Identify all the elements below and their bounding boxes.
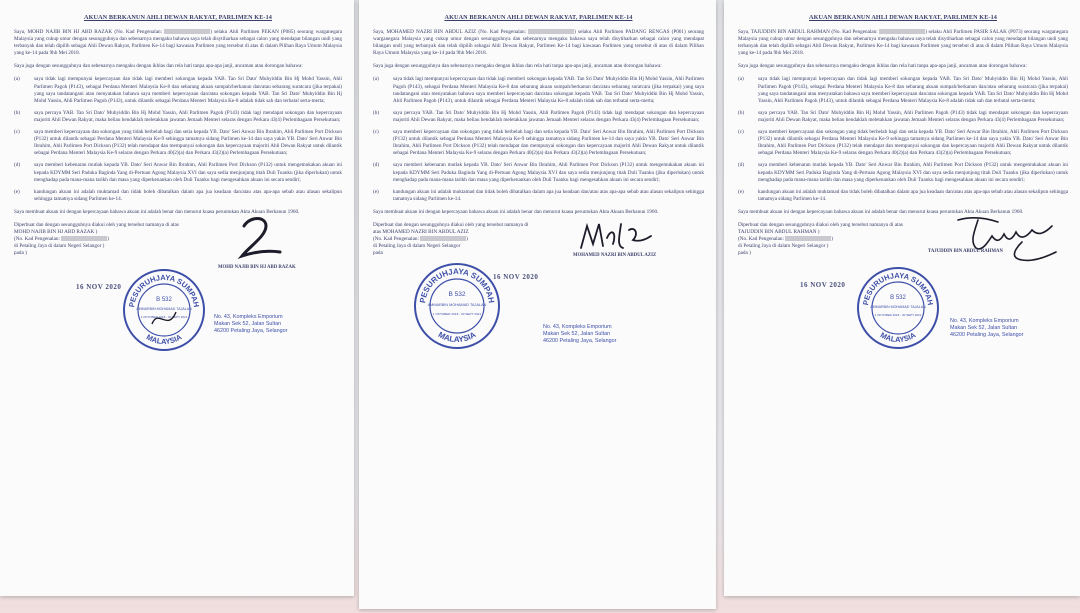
item-text: saya memberi kepercayaan dan sokongan yang tidak berbelah bagi dan setia kepada YB. Dato' Seri Anwar Bin Ibrahim, Ahli Parlimen Port Dickson (P132) untuk dilantik sebagai Perdana Menteri Malaysia Ke-9 sehingga tamatnya sidang Parlimen ke-14 dan saya yakin YB. Dato' Seri Anwar Bin Ibrahim, Ahli Parlimen Port Dickson (P132) telah mendapat dan mempunyai sokongan dan kepercayaan majoriti Ahli Dewan Rakyat untuk dilantik sebagai Perdana Menteri Malaysia Ke-9 selaras dengan Perkara 40(2)(a) dan Perkara 43(2)(a) Perlembagaan Persekutuan; — [34, 129, 342, 157]
list-item — [738, 162, 1068, 183]
closing-paragraph: Saya membuat akuan ini dengan kepercayaan bahawa akuan ini adalah benar dan menurut kuasa peruntukan Akta Akuan Berkanun 1960. — [14, 208, 300, 215]
list-item — [14, 189, 342, 203]
attestation-line: (No. Kad Pengenalan: ) — [738, 236, 833, 243]
list-item — [373, 189, 704, 203]
list-item — [738, 110, 1068, 124]
item-text: kandungan akuan ini adalah muktamad dan tidak boleh dibatalkan dalam apa jua keadaan dan/atau atas apa-apa sebab atau alasan sekalipun sehingga tamatnya sidang Parlimen ke-14. — [393, 188, 704, 202]
commissioner-address: No. 43, Kompleks Emporium Makan Sek 52, Jalan Sultan 46200 Petaling Jaya, Selangor — [543, 323, 617, 344]
commissioner-stamp — [856, 266, 940, 350]
intro-text-b: ) selaku Ahli Parlimen PEKAN (P085) seorang warganegara Malaysia yang cukup umur dengan sesungguhnya dan sebenarnya mengaku bahawa saya telah disytiharkan sebagai calon yang mendapat bilangan undi yang terbanyak dan telah dipilih sebagai Ahli Dewan Rakyat, Parlimen Ke-14 bagi kawasan Parlimen yang tersebut di atas di dalam Pilihan Raya Umum Malaysia yang ke-14 pada 9hb Mei 2018. — [14, 29, 342, 57]
item-label: (b) — [373, 109, 380, 116]
list-item — [14, 76, 342, 104]
attestation-block — [14, 222, 342, 362]
date-stamp: 16 NOV 2020 — [493, 272, 539, 281]
list-item — [14, 162, 342, 183]
statutory-declaration-3 — [724, 0, 1080, 596]
redacted-ic-number — [785, 236, 831, 241]
item-text: saya memberi kebenaran mutlak kepada YB. Dato' Seri Anwar Bin Ibrahim, Ahli Parlimen Port Dickson (P132) untuk mengemukakan akuan ini kepada KDYMM Seri Paduka Baginda Yang di-Pertuan Agong Malaysia XVI dan saya sedia menjunjung titah Duli Tuanku (jika diperlukan) untuk menghadap pada mana-mana tarikh dan masa yang diperkenankan oleh Duli Tuanku bagi mengesahkan akuan ini secara sendiri; — [393, 162, 704, 183]
commissioner-address: No. 43, Kompleks Emporium Makan Sek 52, Jalan Sultan 46200 Petaling Jaya, Selangor — [214, 313, 288, 334]
redacted-ic-number — [879, 29, 925, 34]
item-label: (d) — [14, 162, 21, 169]
intro-paragraph — [738, 29, 1068, 57]
intro-text-a: Saya, TAJUDDIN BIN ABDUL RAHMAN (No. Kad Pengenalan: — [738, 29, 878, 35]
document-title: AKUAN BERKANUN AHLI DEWAN RAKYAT, PARLIMEN KE-14 — [84, 14, 272, 21]
attestation-line: Diperbuat dan dengan sesungguhnya diakui oleh yang tersebut namanya di atas TAJUDDIN BIN ABDUL RAHMAN ) — [738, 221, 903, 236]
item-text: saya memberi kepercayaan dan sokongan yang tidak berbelah bagi dan setia kepada YB. Dato' Seri Anwar Bin Ibrahim, Ahli Parlimen Port Dickson (P132) untuk dilantik sebagai Perdana Menteri Malaysia Ke-9 sehingga tamatnya sidang Parlimen ke-14 dan saya yakin YB. Dato' Seri Anwar Bin Ibrahim, Ahli Parlimen Port Dickson (P132) telah mendapat dan mempunyai sokongan dan kepercayaan majoriti Ahli Dewan Rakyat untuk dilantik sebagai Perdana Menteri Malaysia Ke-9 selaras dengan Perkara 40(2)(a) dan Perkara 43(2)(a) Perlembagaan Persekutuan; — [758, 129, 1068, 157]
stamp-commissioner: AMMARBIN MOHAMAD TAJALAN — [870, 304, 926, 309]
stamp-title: PESURUHJAYA SUMPAH — [127, 272, 201, 308]
item-label: (a) — [373, 76, 379, 83]
closing-paragraph: Saya membuat akuan ini dengan kepercayaan bahawa akuan ini adalah benar dan menurut kuasa peruntukan Akta Akuan Berkanun 1960. — [373, 208, 659, 215]
stamp-country: MALAYSIA — [436, 329, 478, 345]
signature — [236, 214, 286, 262]
intro-text-b: ) selaku Ahli Parlimen PADANG RENGAS (P061) seorang warganegara Malaysia yang cukup umur dengan sesungguhnya dan sebenarnya mengaku bahawa saya telah disytiharkan sebagai calon yang mendapat bilangan undi yang terbanyak dan telah dipilih sebagai Ahli Dewan Rakyat, Parlimen Ke-14 bagi kawasan Parlimen yang tersebut di atas di dalam Pilihan Raya Umum Malaysia yang ke-14 pada 9hb Mei 2018. — [373, 29, 705, 57]
list-item — [738, 129, 1068, 157]
statutory-declaration-2 — [359, 0, 716, 609]
intro-text-b: ) selaku Ahli Parlimen PASIR SALAK (P073) seorang warganegara Malaysia yang cukup umur dengan sesungguhnya dan sebenarnya mengaku bahawa saya telah disytiharkan sebagai calon yang mendapat bilangan undi yang terbanyak dan telah dipilih sebagai Ahli Dewan Rakyat, Parlimen Ke-14 bagi kawasan Parlimen yang tersebut di atas di dalam Pilihan Raya Umum Malaysia yang ke-14 pada 9hb Mei 2018. — [738, 29, 1068, 57]
stamp-code: B 532 — [156, 296, 172, 303]
stamp-country: MALAYSIA — [878, 330, 918, 345]
stamp-commissioner: AMMARBIN MOHAMAD TAJALAN — [136, 306, 192, 311]
document-title: AKUAN BERKANUN AHLI DEWAN RAKYAT, PARLIMEN KE-14 — [809, 14, 997, 21]
attestation-line: pada — [373, 250, 383, 257]
item-label: (e) — [14, 188, 20, 195]
item-label: (d) — [373, 162, 380, 169]
stamp-title: PESURUHJAYA SUMPAH — [861, 270, 935, 306]
redacted-ic-number — [420, 236, 466, 241]
attestation-line: pada ) — [738, 250, 751, 257]
list-item — [738, 76, 1068, 104]
list-item — [738, 189, 1068, 203]
lead-paragraph: Saya juga dengan sesungguhnya dan sebenarnya mengaku dengan ikhlas dan rela hati tanpa apa-apa janji, ancaman atau dorongan bahawa: — [14, 63, 303, 70]
closing-paragraph: Saya membuat akuan ini dengan kepercayaan bahawa akuan ini adalah benar dan menurut kuasa peruntukan Akta Akuan Berkanun 1960. — [738, 208, 1024, 215]
attestation-text — [14, 222, 179, 257]
list-item — [14, 110, 342, 124]
attestation-line: pada ) — [14, 250, 27, 257]
attestation-line: Diperbuat dan dengan sesungguhnya diakui oleh yang tersebut namanya di atas MOHAMED NAZRI BIN ABDUL AZIZ — [373, 221, 529, 236]
stamp-title: PESURUHJAYA SUMPAH — [418, 266, 496, 304]
item-label: (b) — [14, 109, 21, 116]
item-text: saya percaya YAB. Tan Sri Dato' Muhyiddin Bin Hj Mohd Yassin, Ahli Parlimen Pagoh (P143) tidak lagi mendapat sokongan dan kepercayaan majoriti Ahli Dewan Rakyat, maka beliau hendaklah meletakkan jawatan Jemaah Menteri selaras dengan Perkara 43(4) Perlembagaan Persekutuan; — [758, 109, 1068, 123]
signature — [952, 212, 1062, 264]
commissioner-address: No. 43, Kompleks Emporium Makan Sek 52, Jalan Sultan 46200 Petaling Jaya, Selangor — [950, 317, 1024, 338]
stamp-validity: 1 OKTOBER 2018 - 30 SEPT 2021 — [432, 311, 482, 316]
declaration-items — [14, 76, 342, 202]
item-label: (c) — [738, 129, 744, 136]
list-item — [373, 76, 704, 104]
intro-paragraph — [373, 29, 704, 57]
intro-paragraph — [14, 29, 342, 57]
item-label: (c) — [14, 129, 20, 136]
svg-text:MALAYSIA — [145, 332, 184, 346]
item-label: (c) — [373, 129, 379, 136]
item-text: saya percaya YAB. Tan Sri Dato' Muhyiddin Bin Hj Mohd Yassin, Ahli Parlimen Pagoh (P143) tidak lagi mendapat sokongan dan kepercayaan majoriti Ahli Dewan Rakyat, maka beliau hendaklah meletakkan jawatan Jemaah Menteri selaras dengan Perkara 43(4) Perlembagaan Persekutuan; — [393, 109, 704, 123]
item-text: saya memberi kepercayaan dan sokongan yang tidak berbelah bagi dan setia kepada YB. Dato' Seri Anwar Bin Ibrahim, Ahli Parlimen Port Dickson (P132) untuk dilantik sebagai Perdana Menteri Malaysia Ke-9 sehingga tamatnya sidang Parlimen ke-14 dan saya yakin YB. Dato' Seri Anwar Bin Ibrahim, Ahli Parlimen Port Dickson (P132) telah mendapat dan mempunyai sokongan dan kepercayaan majoriti Ahli Dewan Rakyat untuk dilantik sebagai Perdana Menteri Malaysia Ke-9 selaras dengan Perkara 40(2)(a) dan Perkara 43(2)(a) Perlembagaan Persekutuan; — [393, 129, 704, 157]
attestation-text — [373, 222, 533, 257]
signature — [577, 218, 655, 256]
commissioner-stamp — [122, 268, 206, 352]
stamp-country: MALAYSIA — [144, 332, 184, 347]
attestation-line: di Petaling Jaya di dalam Negeri Selangor ) — [14, 243, 105, 250]
item-label: (d) — [738, 162, 745, 169]
item-label: (e) — [738, 188, 744, 195]
item-text: kandungan akuan ini adalah muktamad dan tidak boleh dibatalkan dalam apa jua keadaan dan/atau atas apa-apa sebab atau alasan sekalipun sehingga tamatnya sidang Parlimen ke-14. — [758, 188, 1068, 202]
stamp-code: B 532 — [448, 290, 466, 298]
attestation-line: Diperbuat dan dengan sesungguhnya diakui oleh yang tersebut namanya di atas MOHD NAJIB BIN HJ ABD RAZAK ) — [14, 221, 179, 236]
commissioner-stamp — [413, 262, 501, 350]
list-item — [373, 162, 704, 183]
stamp-commissioner: AMMARBIN MOHAMAD TAJALAN — [427, 302, 487, 307]
redacted-ic-number — [528, 29, 574, 34]
attestation-line: (No. Kad Pengenalan: ) — [373, 236, 468, 243]
attestation-line: (No. Kad Pengenalan: ) — [14, 236, 109, 243]
list-item — [373, 129, 704, 157]
item-text: saya tidak lagi mempunyai kepercayaan dan tidak lagi memberi sokongan kepada YAB. Tan Sri Dato' Muhyiddin Bin Hj Mohd Yassin, Ahli Parlimen Pagoh (P143), sebagai Perdana Menteri Malaysia Ke-8 dan sebarang akuan sumpah/berkanun dan/atau sebarang suratcara (jika terpakai) yang saya tandatangani atau menyatakan bahawa saya memberi kepercayaan dan/atau sokongan kepada YAB. Tan Sri Dato' Muhyiddin Bin Hj Mohd Yassin, Ahli Parlimen Pagoh (P143), untuk dilantik sebagai Perdana Menteri Malaysia Ke-8 adalah tidak sah dan terbatal serta-merta; — [393, 76, 704, 104]
list-item — [373, 110, 704, 124]
item-text: saya percaya YAB. Tan Sri Dato' Muhyiddin Bin Hj Mohd Yassin, Ahli Parlimen Pagoh (P143) tidak lagi mendapat sokongan dan kepercayaan majoriti Ahli Dewan Rakyat, maka beliau hendaklah meletakkan jawatan Jemaah Menteri selaras dengan Perkara 43(4) Perlembagaan Persekutuan; — [34, 109, 342, 123]
item-label: (e) — [373, 188, 379, 195]
stamp-code: B 532 — [890, 294, 906, 301]
attestation-block — [738, 222, 1068, 362]
date-stamp: 16 NOV 2020 — [800, 280, 846, 289]
item-text: kandungan akuan ini adalah muktamad dan tidak boleh dibatalkan dalam apa jua keadaan dan/atau atas apa-apa sebab atau alasan sekalipun sehingga tamatnya sidang Parlimen ke-14. — [34, 188, 342, 202]
attestation-block — [373, 222, 704, 372]
lead-paragraph: Saya juga dengan sesungguhnya dan sebenarnya mengaku dengan ikhlas dan rela hati tanpa apa-apa janji, ancaman atau dorongan bahawa: — [738, 63, 1027, 70]
date-stamp: 16 NOV 2020 — [76, 282, 122, 291]
declaration-items — [373, 76, 704, 202]
signatory-name: TAJUDDIN BIN ABDUL RAHMAN — [928, 248, 1003, 254]
attestation-line: di Petaling Jaya di dalam Negeri Selangor — [373, 243, 461, 250]
intro-text-a: Saya, MOHAMED NAZRI BIN ABDUL AZIZ (No. Kad Pengenalan: — [373, 29, 527, 35]
document-title: AKUAN BERKANUN AHLI DEWAN RAKYAT, PARLIMEN KE-14 — [444, 14, 633, 21]
statutory-declaration-1 — [0, 0, 354, 596]
item-label: (a) — [14, 76, 20, 83]
signatory-name: MOHD NAJIB BIN HJ ABD RAZAK — [218, 264, 296, 270]
lead-paragraph: Saya juga dengan sesungguhnya dan sebenarnya mengaku dengan ikhlas dan rela hati tanpa apa-apa janji, ancaman atau dorongan bahawa: — [373, 63, 662, 70]
intro-text-a: Saya, MOHD NAJIB BIN HJ ABD RAZAK (No. Kad Pengenalan: — [14, 29, 163, 35]
stamp-validity: 1 OKTOBER 2018 - 30 SEPT 2021 — [140, 314, 188, 319]
declaration-items — [738, 76, 1068, 202]
item-text: saya memberi kebenaran mutlak kepada YB. Dato' Seri Anwar Bin Ibrahim, Ahli Parlimen Port Dickson (P132) untuk mengemukakan akuan ini kepada KDYMM Seri Paduka Baginda Yang di-Pertuan Agong Malaysia XVI dan saya sedia menjunjung titah Duli Tuanku (jika diperlukan) untuk menghadap pada mana-mana tarikh dan masa yang diperkenankan oleh Duli Tuanku bagi mengesahkan akuan ini secara sendiri; — [758, 162, 1068, 183]
redacted-ic-number — [164, 29, 210, 34]
attestation-line: di Petaling Jaya di dalam Negeri Selangor ) — [738, 243, 829, 250]
item-text: saya tidak lagi mempunyai kepercayaan dan tidak lagi memberi sokongan kepada YAB. Tan Sri Dato' Muhyiddin Bin Hj Mohd Yassin, Ahli Parlimen Pagoh (P143), sebagai Perdana Menteri Malaysia Ke-8 dan sebarang akuan sumpah/berkanun dan/atau sebarang suratcara (jika terpakai) yang saya tandatangani atau menyatakan bahawa saya memberi kepercayaan dan/atau sokongan kepada YAB. Tan Sri Dato' Muhyiddin Bin Hj Mohd Yassin, Ahli Parlimen Pagoh (P143), untuk dilantik sebagai Perdana Menteri Malaysia Ke-8 adalah tidak sah dan terbatal serta-merta; — [34, 76, 342, 104]
stamp-validity: 1 OKTOBER 2018 - 30 SEPT 2021 — [874, 312, 922, 317]
redacted-ic-number — [61, 236, 107, 241]
item-text: saya tidak lagi mempunyai kepercayaan dan tidak lagi memberi sokongan kepada YAB. Tan Sri Dato' Muhyiddin Bin Hj Mohd Yassin, Ahli Parlimen Pagoh (P143), sebagai Perdana Menteri Malaysia Ke-8 dan sebarang akuan sumpah/berkanun dan/atau sebarang suratcara (jika terpakai) yang saya tandatangani atau menyatakan bahawa saya memberi kepercayaan dan/atau sokongan kepada YAB. Tan Sri Dato' Muhyiddin Bin Hj Mohd Yassin, Ahli Parlimen Pagoh (P143), untuk dilantik sebagai Perdana Menteri Malaysia Ke-8 adalah tidak sah dan terbatal serta-merta; — [758, 76, 1068, 104]
svg-text:MALAYSIA — [437, 330, 478, 344]
item-text: saya memberi kebenaran mutlak kepada YB. Dato' Seri Anwar Bin Ibrahim, Ahli Parlimen Port Dickson (P132) untuk mengemukakan akuan ini kepada KDYMM Seri Paduka Baginda Yang di-Pertuan Agong Malaysia XVI dan saya sedia menjunjung titah Duli Tuanku (jika diperlukan) untuk menghadap pada mana-mana tarikh dan masa yang diperkenankan oleh Duli Tuanku bagi mengesahkan akuan ini secara sendiri; — [34, 162, 342, 183]
list-item — [14, 129, 342, 157]
svg-text:PESURUHJAYA SUMPAH — [418, 267, 496, 304]
attestation-text — [738, 222, 903, 257]
item-label: (b) — [738, 109, 745, 116]
svg-text:MALAYSIA — [879, 330, 918, 344]
signatory-name: MOHAMED NAZRI BIN ABDUL AZIZ — [573, 252, 657, 258]
item-label: (a) — [738, 76, 744, 83]
